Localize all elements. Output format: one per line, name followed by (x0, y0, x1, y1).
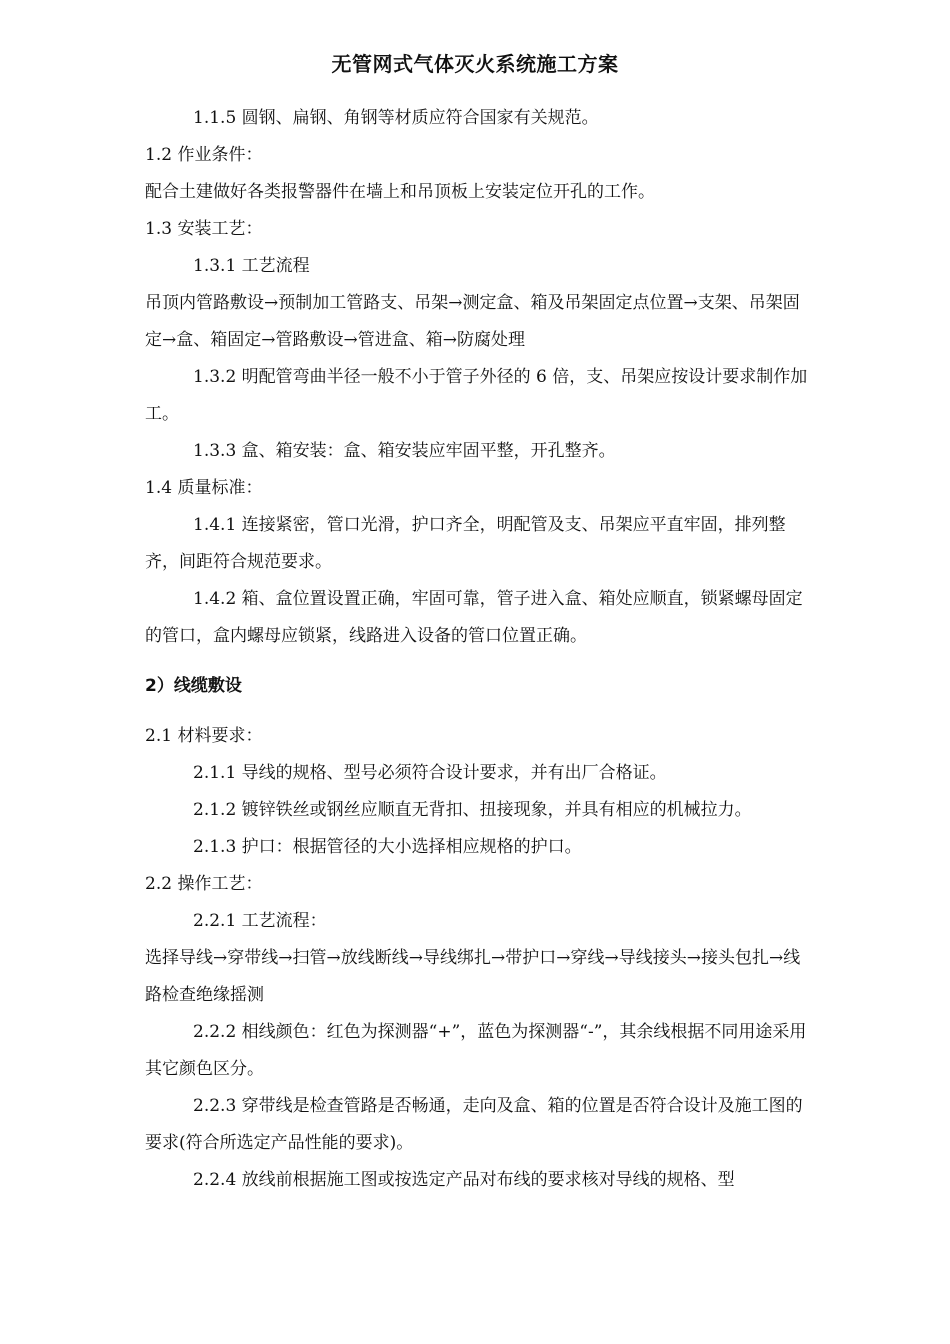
paragraph-process-flow-1: 吊顶内管路敷设→预制加工管路支、吊架→测定盒、箱及吊架固定点位置→支架、吊架固定→盒、箱固定→管路敷设→管进盒、箱→防腐处理 (145, 293, 800, 350)
paragraph-2-2-3: 2.2.3 穿带线是检查管路是否畅通，走向及盒、箱的位置是否符合设计及施工图的要求(符合所选定产品性能的要求)。 (145, 1096, 803, 1153)
paragraph-2-1-2: 2.1.2 镀锌铁丝或钢丝应顺直无背扣、扭接现象，并具有相应的机械拉力。 (193, 800, 752, 820)
paragraph-2-2-2: 2.2.2 相线颜色：红色为探测器“+”，蓝色为探测器“-”，其余线根据不同用途采用其它颜色区分。 (145, 1022, 807, 1079)
document-body (145, 100, 813, 1199)
document-title: 无管网式气体灭火系统施工方案 (331, 52, 619, 76)
paragraph-2-1-heading: 2.1 材料要求： (145, 726, 263, 746)
paragraph-1-2-heading: 1.2 作业条件： (145, 145, 263, 165)
paragraph-2-1-1: 2.1.1 导线的规格、型号必须符合设计要求，并有出厂合格证。 (193, 763, 667, 783)
paragraph-2-2-heading: 2.2 操作工艺： (145, 874, 263, 894)
paragraph-1-3-2: 1.3.2 明配管弯曲半径一般不小于管子外径的 6 倍，支、吊架应按设计要求制作加工。 (145, 367, 808, 424)
paragraph-1-3-1: 1.3.1 工艺流程 (193, 256, 310, 276)
paragraph-process-flow-2: 选择导线→穿带线→扫管→放线断线→导线绑扎→带护口→穿线→导线接头→接头包扎→线路检查绝缘摇测 (145, 948, 801, 1005)
paragraph-1-3-heading: 1.3 安装工艺： (145, 219, 263, 239)
paragraph-1-1-5: 1.1.5 圆钢、扁钢、角钢等材质应符合国家有关规范。 (193, 108, 599, 128)
paragraph-1-2-body: 配合土建做好各类报警器件在墙上和吊顶板上安装定位开孔的工作。 (145, 182, 655, 202)
paragraph-1-3-3: 1.3.3 盒、箱安装：盒、箱安装应牢固平整，开孔整齐。 (193, 441, 616, 461)
paragraph-1-4-1: 1.4.1 连接紧密，管口光滑，护口齐全，明配管及支、吊架应平直牢固，排列整齐，间距符合规范要求。 (145, 515, 786, 572)
paragraph-2-2-1: 2.2.1 工艺流程： (193, 911, 327, 931)
paragraph-2-2-4: 2.2.4 放线前根据施工图或按选定产品对布线的要求核对导线的规格、型 (193, 1170, 735, 1190)
paragraph-2-1-3: 2.1.3 护口：根据管径的大小选择相应规格的护口。 (193, 837, 582, 857)
paragraph-1-4-heading: 1.4 质量标准： (145, 478, 263, 498)
section-2-heading: 2）线缆敷设 (145, 676, 242, 696)
paragraph-1-4-2: 1.4.2 箱、盒位置设置正确，牢固可靠，管子进入盒、箱处应顺直，锁紧螺母固定的管口，盒内螺母应锁紧，线路进入设备的管口位置正确。 (145, 589, 803, 646)
